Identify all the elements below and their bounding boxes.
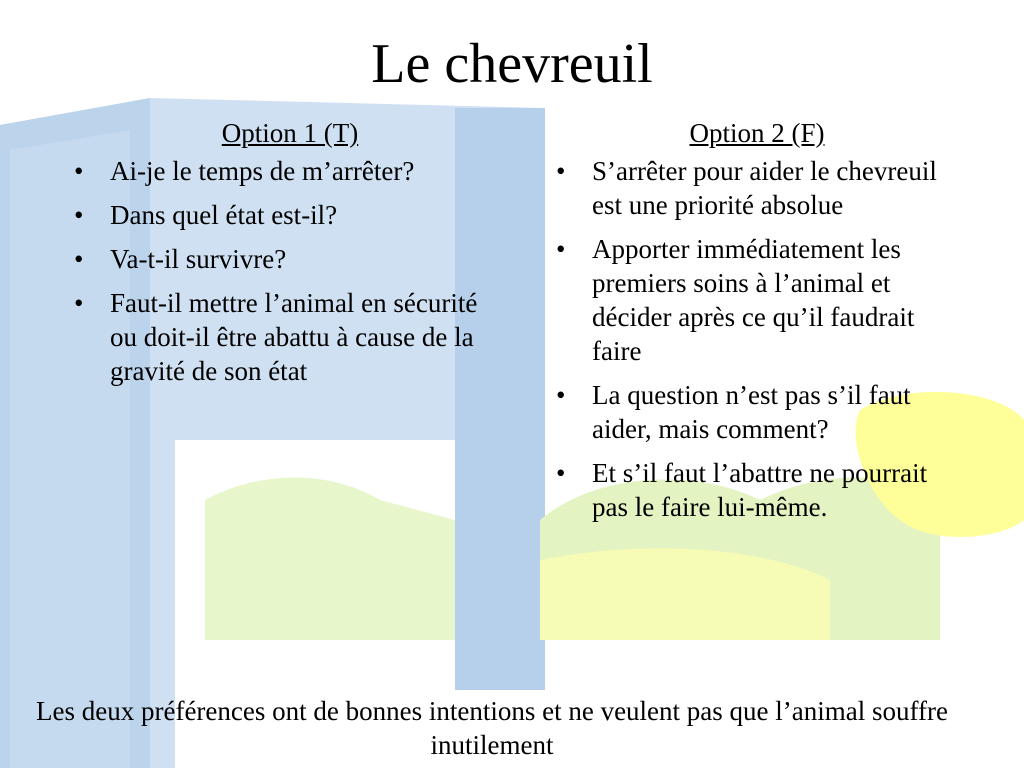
list-item	[70, 198, 510, 232]
bullet-icon: •	[556, 234, 566, 264]
bullet-icon: •	[74, 156, 84, 186]
option-2-list	[552, 154, 962, 524]
list-item-text: Va-t-il survivre?	[110, 244, 287, 274]
option-1-heading: Option 1 (T)	[221, 118, 359, 148]
list-item	[70, 242, 510, 276]
option-1-column	[70, 116, 510, 398]
list-item	[552, 154, 962, 222]
bullet-icon: •	[74, 288, 84, 318]
list-item	[552, 232, 962, 368]
list-item	[70, 154, 510, 188]
option-2-column	[552, 116, 962, 534]
bullet-icon: •	[556, 458, 566, 488]
slide-title: Le chevreuil	[371, 33, 653, 95]
list-item-text: Ai-je le temps de m’arrêter?	[110, 156, 415, 186]
bullet-icon: •	[556, 156, 566, 186]
list-item-text: Dans quel état est-il?	[110, 200, 338, 230]
bullet-icon: •	[74, 244, 84, 274]
list-item	[70, 286, 510, 388]
list-item-text: Et s’il faut l’abattre ne pourrait pas le faire lui-même.	[592, 458, 928, 522]
option-1-list	[70, 154, 510, 388]
list-item	[552, 456, 962, 524]
option-2-heading: Option 2 (F)	[689, 118, 825, 148]
list-item-text: S’arrêter pour aider le chevreuil est une priorité absolue	[592, 156, 937, 220]
slide-footer-text: Les deux préférences ont de bonnes intentions et ne veulent pas que l’animal souffre inutilement	[36, 696, 948, 760]
list-item-text: La question n’est pas s’il faut aider, mais comment?	[592, 380, 911, 444]
list-item	[552, 378, 962, 446]
list-item-text: Faut-il mettre l’animal en sécurité ou doit-il être abattu à cause de la gravité de son état	[110, 288, 478, 386]
bullet-icon: •	[556, 380, 566, 410]
list-item-text: Apporter immédiatement les premiers soins à l’animal et décider après ce qu’il faudrait faire	[592, 234, 915, 366]
bullet-icon: •	[74, 200, 84, 230]
